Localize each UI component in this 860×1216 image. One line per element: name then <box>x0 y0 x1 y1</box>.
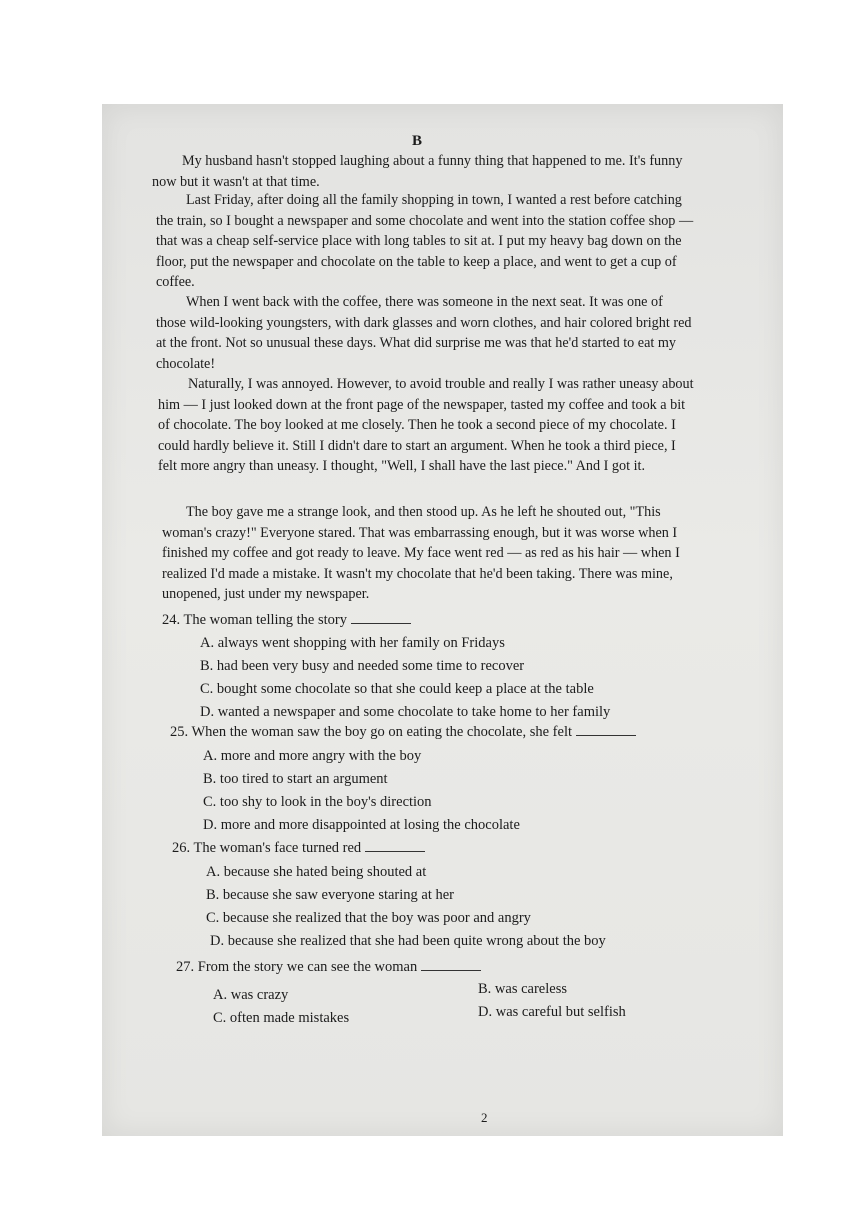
option-24-c: C. bought some chocolate so that she could keep a place at the table <box>200 681 594 697</box>
paragraph-text: When I went back with the coffee, there was someone in the next seat. It was one of those wild-looking youngsters, with dark glasses and worn clothes, and hair colored bright red at the front. Not so unusual these days. What did surprise me was that he'd started to eat my chocolate! <box>156 294 692 372</box>
page-number: 2 <box>481 1110 488 1125</box>
question-number: 25. <box>170 724 189 740</box>
question-stem: When the woman saw the boy go on eating the chocolate, she felt <box>191 724 573 740</box>
answer-blank <box>421 958 481 971</box>
passage-paragraph-4 <box>158 374 698 477</box>
option-24-a: A. always went shopping with her family on Fridays <box>200 635 505 651</box>
passage-paragraph-5 <box>162 502 702 605</box>
option-27-a: A. was crazy <box>213 987 289 1003</box>
passage-paragraph-2 <box>156 190 696 293</box>
question-26 <box>172 838 425 858</box>
option-27-c: C. often made mistakes <box>213 1010 350 1026</box>
answer-blank <box>576 723 636 736</box>
answer-blank <box>365 839 425 852</box>
option-26-d: D. because she realized that she had been quite wrong about the boy <box>210 933 606 949</box>
question-number: 27. <box>176 959 195 975</box>
answer-blank <box>351 611 411 624</box>
paragraph-text: Naturally, I was annoyed. However, to avoid trouble and really I was rather uneasy about him — I just looked down at the front page of the newspaper, tasted my coffee and took a bit of chocolate. The boy looked at me closely. Then he took a second piece of my chocolate. I could hardly believe it. Still I didn't dare to start an argument. When he took a third piece, I felt more angry than uneasy. I thought, "Well, I shall have the last piece." And I got it. <box>158 376 694 474</box>
question-25 <box>170 722 636 742</box>
question-stem: The woman telling the story <box>183 612 347 628</box>
passage-paragraph-3 <box>156 292 696 374</box>
option-26-b: B. because she saw everyone staring at her <box>206 887 455 903</box>
question-27 <box>176 957 481 977</box>
section-letter: B <box>412 133 423 149</box>
option-25-a: A. more and more angry with the boy <box>203 748 422 764</box>
paragraph-text: My husband hasn't stopped laughing about a funny thing that happened to me. It's funny now but it wasn't at that time. <box>152 153 683 190</box>
paragraph-text: The boy gave me a strange look, and then stood up. As he left he shouted out, "This woman's crazy!" Everyone stared. That was embarrassing enough, but it was worse when I finished my coffee and got ready to leave. My face went red — as red as his hair — when I realized I'd made a mistake. It wasn't my chocolate that he'd been taking. There was mine, unopened, just under my newspaper. <box>162 504 680 602</box>
question-24 <box>162 610 411 630</box>
option-25-d: D. more and more disappointed at losing the chocolate <box>203 817 520 833</box>
option-26-a: A. because she hated being shouted at <box>206 864 427 880</box>
question-stem: From the story we can see the woman <box>197 959 418 975</box>
question-stem: The woman's face turned red <box>193 840 362 856</box>
option-26-c: C. because she realized that the boy was poor and angry <box>206 910 531 926</box>
passage-paragraph-1 <box>152 151 692 192</box>
paragraph-text: Last Friday, after doing all the family shopping in town, I wanted a rest before catching the train, so I bought a newspaper and some chocolate and went into the station coffee shop — that was a cheap self-service place with long tables to sit at. I put my heavy bag down on the floor, put the newspaper and chocolate on the table to keep a place, and went to get a cup of coffee. <box>156 192 694 290</box>
option-27-b: B. was careless <box>478 981 567 997</box>
question-number: 26. <box>172 840 191 856</box>
option-24-b: B. had been very busy and needed some time to recover <box>200 658 525 674</box>
option-24-d: D. wanted a newspaper and some chocolate to take home to her family <box>200 704 611 720</box>
option-25-b: B. too tired to start an argument <box>203 771 388 787</box>
option-27-d: D. was careful but selfish <box>478 1004 626 1020</box>
option-25-c: C. too shy to look in the boy's direction <box>203 794 432 810</box>
question-number: 24. <box>162 612 181 628</box>
